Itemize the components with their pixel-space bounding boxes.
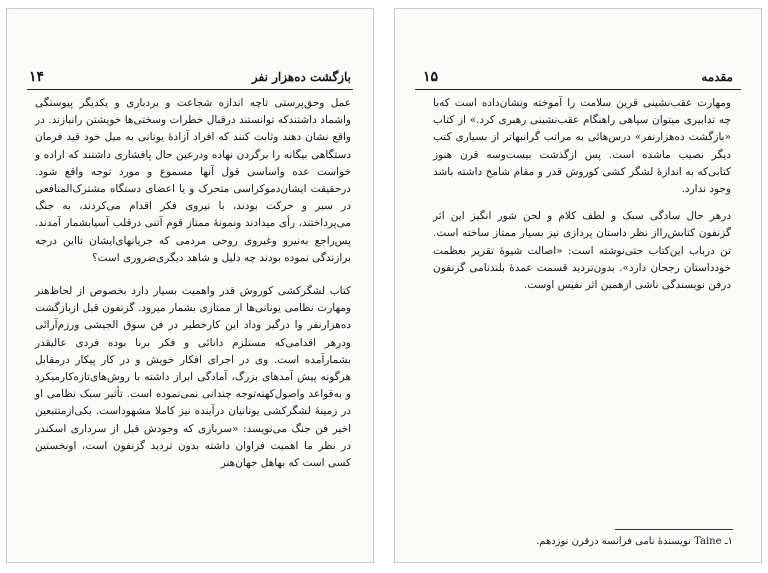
right-page-number: ۱۵ <box>423 69 439 85</box>
footnote: ۱ـ Taine نویسندهٔ نامی فرانسه درقرن نوزدهم. <box>536 536 733 547</box>
right-paragraph-1: ومهارت عقب‌نشینی قرین سلامت را آموخته ونشان‌داده است که‌با چه تدابیری میتوان سپاهی راهنگام عقب‌نشینی رهبری کرد.» از کتاب «بازگشت ده‌هزارنفر» درس‌هائی به مراتب گرانبهاتر از بسیاری کتب دیگر نصیب ماشده است. پس ازگذشت بیست‌وسه قرن هنوز کتابی‌که به‌ اندازهٔ لشگر کشی کوروش قدر و مقام شامخ داشته باشد وجود ندارد. <box>433 97 731 196</box>
right-page-body <box>433 95 731 294</box>
book-spine-gap <box>374 8 394 563</box>
left-page-body <box>35 95 351 472</box>
left-paragraph-1: عمل وحق‌پرستی تاچه اندازه شجاعت و بردباری و یکدیگر پیوستگی واشماد داشتندکه توانستند درقبال خطرات وسختی‌ها خویشتن رانبازند. در واقع نشان دهند وثابت کنند که افراد آزادهٔ یونانی به میل خود قید فرمان دستگاهی بیگانه را برگردن نهاده ودرعین حال پافشاری داشتند که اراده و خواست عده واساسی قول آنها مسموع و مورد توجه واقع شود. درحقیقت ایشان‌دموکراسی متحرک و یا اعضای دستگاه مشترک‌المنافعی در سیر و حرکت بودند، با نیروی فکر اقدام می‌کردند، به جنگ می‌پرداختند، رأی میدادند ونمونهٔ ممتاز قوم آتنی درقلب آسیابشمار آمدند. پس‌راجع به‌نیرو وغیروی روحی مردمی که جریانهای‌ایشان تااین درجه برازندگی نموده بودند چه دلیل و شاهد دیگری‌ضروری است؟ <box>35 97 351 264</box>
right-page-header <box>415 67 741 90</box>
left-page-number: ۱۴ <box>29 69 45 85</box>
left-running-title: بازگشت ده‌هزار نفر <box>251 70 351 84</box>
right-running-title: مقدمه <box>701 70 733 84</box>
left-page-header <box>27 67 353 90</box>
left-page <box>6 8 374 563</box>
footnote-divider <box>615 529 733 530</box>
right-page <box>394 8 762 563</box>
right-paragraph-2: درهر حال سادگی سبک و لطف کلام و لحن شور انگیز این اثر گزنفون کتابش‌رااز نظر داستان پردازی نیز بسیار ممتاز ساخته است. تن درباب این‌کتاب حتی‌نوشته است: «اصالت شیوهٔ تقریر بعظمت خودداستان رجحان دارد». بدون‌تردید قسمت عمدهٔ بلندنامی گزنفون درفن نویسندگی ناشی ازهمین اثر نفیس اوست. <box>433 210 731 292</box>
left-paragraph-2: کتاب لشگرکشی کوروش قدر واهمیت بسیار دارد بخصوص از لحاظ‌هنر ومهارت نظامی یونانی‌ها از ممتازی بشمار میرود. گزنفون قبل ازبازگشت ده‌هزارنفر وا درگیر وداد این کارخطیر در فن سوق الجیشی ورزم‌آرائی ودرهر اقدامی‌که مستلزم دانائی و فکر برنا بوده فردی عالیقدر بشمارآمده است. وی در اجرای افکار خویش و در کار پیکار درمقابل هرگونه پیش آمدهای بزرگ، آمادگی ابراز داشته با روش‌های‌تازه‌کارمیکرد و به‌قواعد واصول‌کهنه‌توجه چندانی نمی‌نموده است. تأثیر سبک نظامی او در زمینهٔ لشگرکشی یونانیان درآینده نیز کاملا مشهوداست. یکی‌ازمتتبعین اخیر فن جنگ می‌نویسد: «سربازی که وجودش قبل از سرداری اسکندر در نظر ما اهمیت فراوان داشته بدون تردید گزنفون است، اونخستین کسی است که بهاهل جهان‌هنر <box>35 285 351 470</box>
